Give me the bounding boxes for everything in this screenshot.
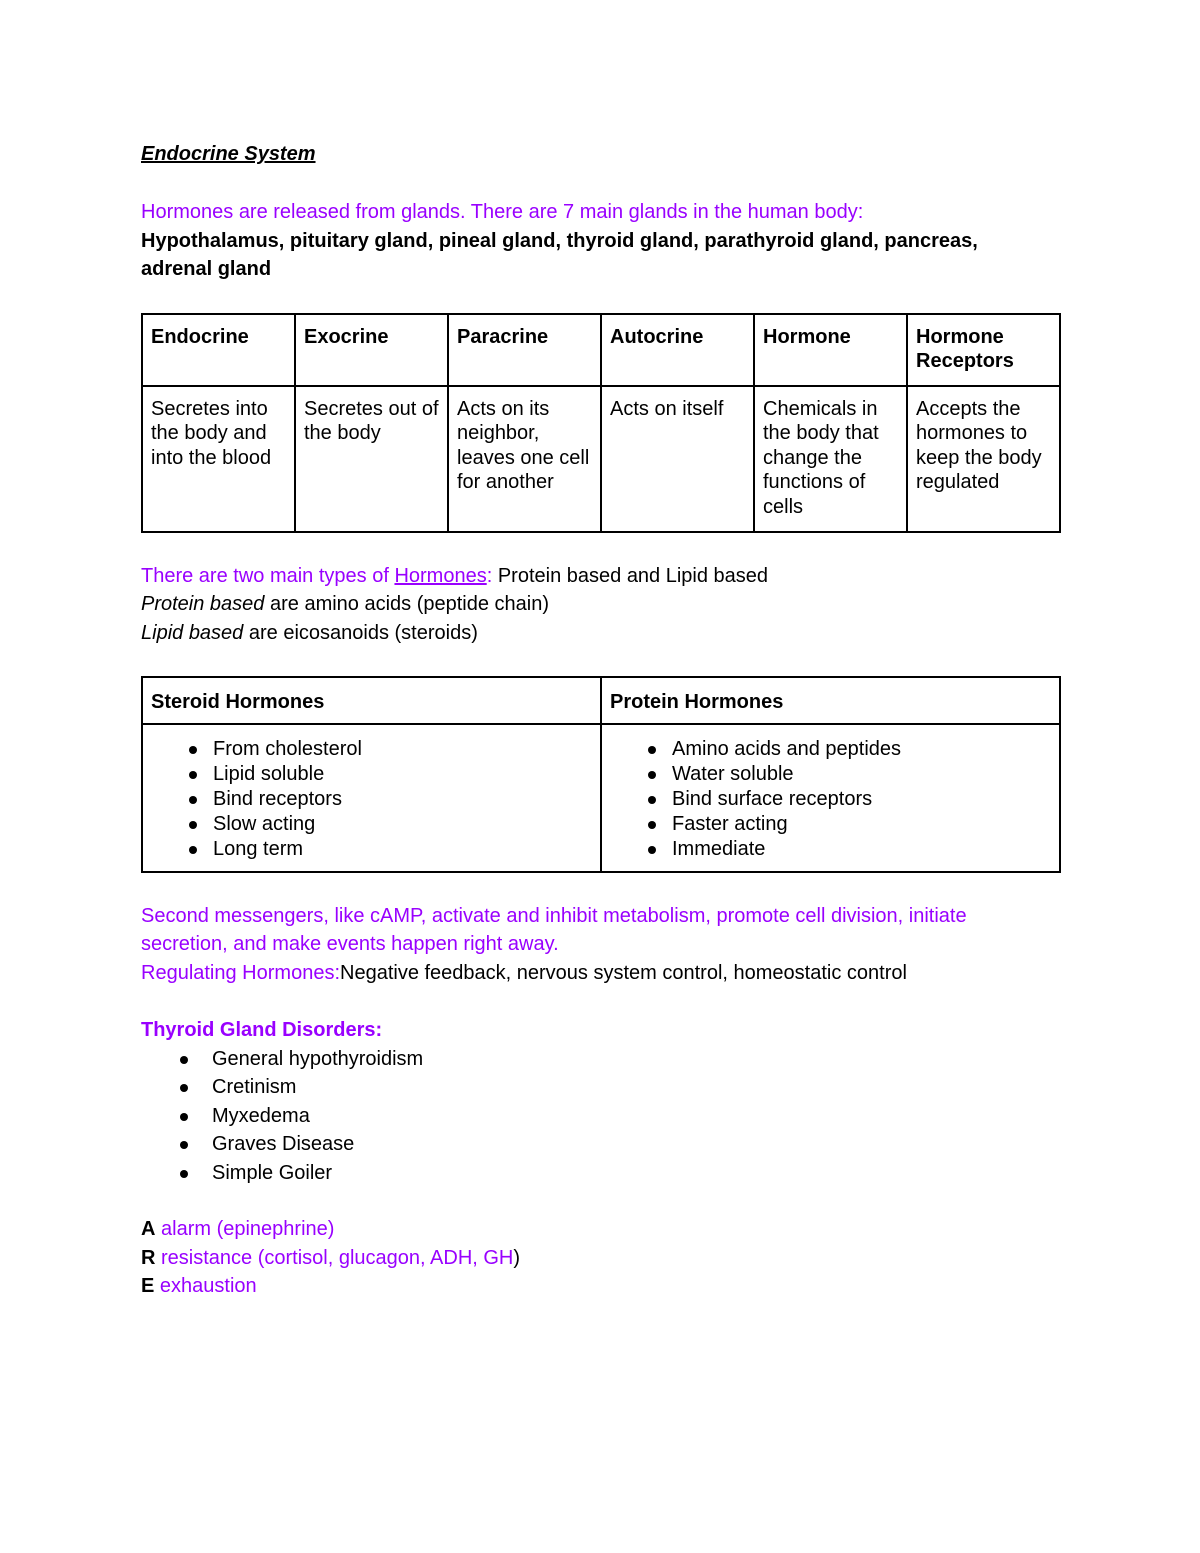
are-letter-a: A	[141, 1218, 156, 1240]
are-resistance-close: )	[513, 1246, 521, 1269]
are-resistance-text: resistance (cortisol, glucagon, ADH, GH	[155, 1246, 514, 1269]
header-hormone-receptors: Hormone Receptors	[907, 314, 1060, 386]
list-item: General hypothyroidism	[141, 1045, 1061, 1074]
list-item: Bind receptors	[143, 787, 600, 812]
list-item: Myxedema	[141, 1102, 1061, 1131]
regulating-hormones-label: Regulating Hormones:	[141, 961, 340, 984]
glands-list-line-1: Hypothalamus, pituitary gland, pineal gland, thyroid gland, parathyroid gland, pancreas,	[141, 229, 978, 252]
list-item: Bind surface receptors	[602, 787, 1059, 812]
header-autocrine: Autocrine	[601, 314, 754, 386]
lipid-based-desc: are eicosanoids (steroids)	[243, 621, 478, 644]
list-item: Immediate	[602, 837, 1059, 862]
cell-endocrine: Secretes into the body and into the blood	[142, 386, 295, 532]
protein-list-cell	[601, 724, 1060, 872]
lipid-based-line	[141, 619, 1061, 648]
hormone-types-lead: There are two main types of	[141, 564, 395, 587]
thyroid-disorders-heading: Thyroid Gland Disorders:	[141, 1019, 383, 1041]
table-header-row	[142, 677, 1060, 724]
steroid-list	[143, 737, 600, 862]
protein-list	[602, 737, 1059, 862]
hormone-comparison-table	[141, 676, 1061, 873]
are-exhaustion-line	[141, 1272, 1061, 1301]
glands-intro: Hormones are released from glands. There are 7 main glands in the human body:	[141, 201, 864, 223]
are-alarm-line	[141, 1215, 1061, 1244]
protein-based-line	[141, 590, 1061, 619]
second-messengers-line-1: Second messengers, like cAMP, activate and inhibit metabolism, promote cell division, initiate	[141, 904, 967, 927]
hormone-types-rest: Protein based and Lipid based	[492, 564, 769, 587]
list-item: Graves Disease	[141, 1130, 1061, 1159]
list-item: Slow acting	[143, 812, 600, 837]
gland-types-table	[141, 313, 1061, 533]
list-item: Cretinism	[141, 1073, 1061, 1102]
hormone-types-colon: :	[486, 564, 493, 587]
list-item: Lipid soluble	[143, 762, 600, 787]
glands-list-line-2: adrenal gland	[141, 258, 272, 280]
list-item: Amino acids and peptides	[602, 737, 1059, 762]
header-steroid-hormones: Steroid Hormones	[142, 677, 601, 724]
cell-hormone: Chemicals in the body that change the functions of cells	[754, 386, 907, 532]
list-item: Faster acting	[602, 812, 1059, 837]
page-title: Endocrine System	[141, 143, 316, 165]
document-page	[141, 140, 1061, 1301]
thyroid-disorders-list	[141, 1045, 1061, 1188]
list-item: Long term	[143, 837, 600, 862]
second-messengers-line-2: secretion, and make events happen right away.	[141, 933, 559, 955]
steroid-list-cell	[142, 724, 601, 872]
table-row	[142, 724, 1060, 872]
protein-based-desc: are amino acids (peptide chain)	[264, 593, 550, 615]
are-letter-r: R	[141, 1246, 156, 1269]
regulating-hormones-line	[141, 959, 1061, 988]
are-exhaustion-text: exhaustion	[154, 1275, 257, 1297]
hormone-types-line	[141, 562, 1061, 591]
are-letter-e: E	[141, 1275, 155, 1297]
header-protein-hormones: Protein Hormones	[601, 677, 1060, 724]
list-item: Simple Goiler	[141, 1159, 1061, 1188]
header-hormone: Hormone	[754, 314, 907, 386]
hormones-link[interactable]: Hormones	[394, 564, 487, 587]
header-exocrine: Exocrine	[295, 314, 448, 386]
header-paracrine: Paracrine	[448, 314, 601, 386]
lipid-based-term: Lipid based	[141, 621, 244, 644]
table-header-row	[142, 314, 1060, 386]
protein-based-term: Protein based	[141, 593, 265, 615]
are-resistance-line	[141, 1244, 1061, 1273]
header-endocrine: Endocrine	[142, 314, 295, 386]
are-alarm-text: alarm (epinephrine)	[155, 1218, 335, 1240]
list-item: From cholesterol	[143, 737, 600, 762]
cell-autocrine: Acts on itself	[601, 386, 754, 532]
cell-paracrine: Acts on its neighbor, leaves one cell for another	[448, 386, 601, 532]
cell-hormone-receptors: Accepts the hormones to keep the body regulated	[907, 386, 1060, 532]
list-item: Water soluble	[602, 762, 1059, 787]
regulating-hormones-text: Negative feedback, nervous system control, homeostatic control	[340, 961, 907, 984]
cell-exocrine: Secretes out of the body	[295, 386, 448, 532]
table-row	[142, 386, 1060, 532]
